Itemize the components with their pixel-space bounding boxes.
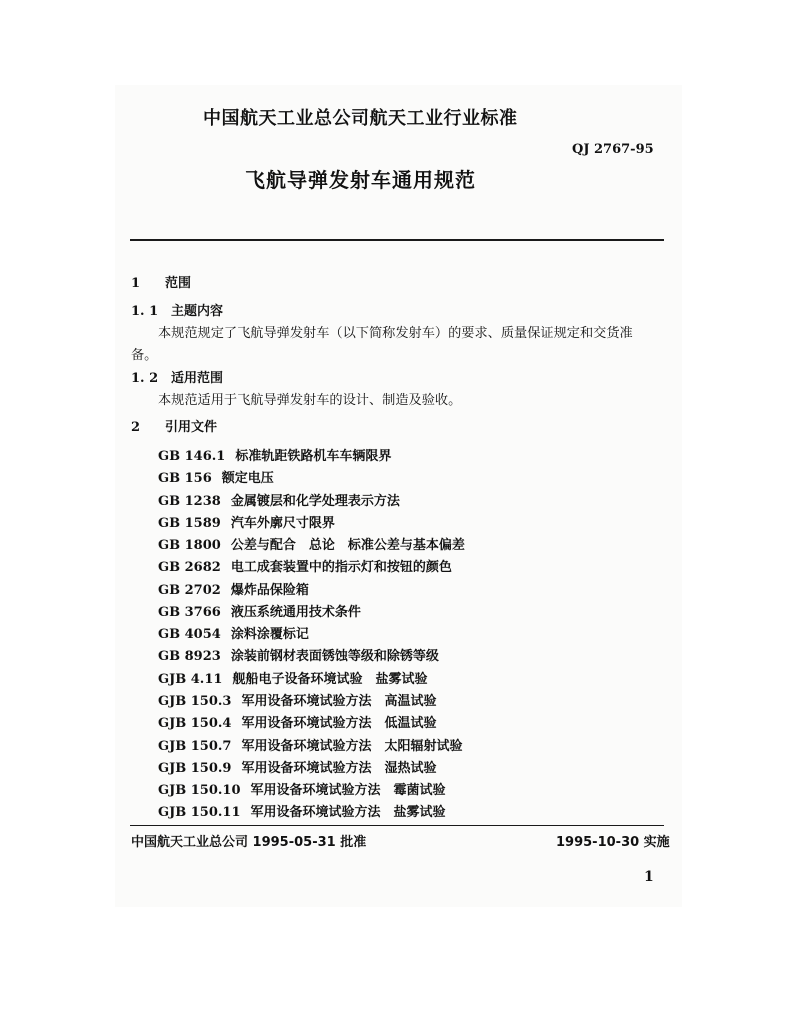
reference-code: GB 4054 <box>158 627 221 642</box>
reference-title: 军用设备环境试验方法 霉菌试验 <box>250 783 446 798</box>
reference-code: GB 3766 <box>158 605 221 620</box>
reference-code: GJB 150.3 <box>158 694 232 709</box>
reference-item <box>158 712 437 731</box>
reference-code: GB 8923 <box>158 649 221 664</box>
reference-title: 电工成套装置中的指示灯和按钮的颜色 <box>230 560 452 575</box>
reference-item <box>158 690 437 709</box>
section-1-1-heading <box>131 300 223 319</box>
reference-title: 金属镀层和化学处理表示方法 <box>230 494 400 509</box>
reference-code: GJB 150.10 <box>158 783 241 798</box>
reference-code: GJB 150.11 <box>158 805 241 820</box>
page-number: 1 <box>644 869 654 885</box>
section-title: 适用范围 <box>171 371 224 386</box>
reference-item <box>158 534 465 553</box>
reference-code: GB 2702 <box>158 583 221 598</box>
reference-title: 汽车外廓尺寸限界 <box>230 516 335 531</box>
reference-code: GB 1800 <box>158 538 221 553</box>
header-divider <box>130 239 664 241</box>
reference-item <box>158 445 391 464</box>
reference-title: 军用设备环境试验方法 盐雾试验 <box>250 805 446 820</box>
reference-title: 标准轨距铁路机车车辆限界 <box>235 449 392 464</box>
document-title: 飞航导弹发射车通用规范 <box>245 168 476 192</box>
section-number: 1. 2 <box>131 371 159 386</box>
reference-title: 舰船电子设备环境试验 盐雾试验 <box>232 672 428 687</box>
reference-code: GB 156 <box>158 471 212 486</box>
section-1-1-paragraph-line-2: 备。 <box>131 348 158 363</box>
section-number: 2 <box>131 420 141 435</box>
reference-code: GJB 150.4 <box>158 716 232 731</box>
reference-item <box>158 467 274 486</box>
footer-divider <box>130 825 664 826</box>
reference-title: 额定电压 <box>221 471 274 486</box>
reference-item <box>158 601 361 620</box>
reference-item <box>158 801 446 820</box>
reference-item <box>158 623 309 642</box>
section-title: 引用文件 <box>165 420 218 435</box>
reference-code: GB 1589 <box>158 516 221 531</box>
issuing-organization: 中国航天工业总公司航天工业行业标准 <box>203 108 518 129</box>
reference-item <box>158 779 446 798</box>
reference-title: 军用设备环境试验方法 低温试验 <box>241 716 437 731</box>
reference-code: GJB 150.9 <box>158 761 232 776</box>
reference-item <box>158 556 452 575</box>
reference-item <box>158 490 400 509</box>
section-1-1-paragraph-line-1: 本规范规定了飞航导弹发射车（以下简称发射车）的要求、质量保证规定和交货准 <box>158 326 633 341</box>
reference-code: GJB 150.7 <box>158 739 232 754</box>
reference-title: 液压系统通用技术条件 <box>230 605 361 620</box>
reference-code: GB 2682 <box>158 560 221 575</box>
section-1-2-paragraph: 本规范适用于飞航导弹发射车的设计、制造及验收。 <box>158 393 462 408</box>
section-1-2-heading <box>131 367 223 386</box>
standard-code: QJ 2767-95 <box>572 142 654 157</box>
reference-code: GB 146.1 <box>158 449 226 464</box>
reference-item <box>158 579 309 598</box>
reference-title: 军用设备环境试验方法 湿热试验 <box>241 761 437 776</box>
reference-code: GB 1238 <box>158 494 221 509</box>
reference-item <box>158 668 427 687</box>
section-1-heading <box>131 272 191 291</box>
section-title: 范围 <box>165 276 192 291</box>
approval-statement: 中国航天工业总公司 1995-05-31 批准 <box>131 835 367 850</box>
reference-title: 军用设备环境试验方法 高温试验 <box>241 694 437 709</box>
implementation-date: 1995-10-30 实施 <box>556 835 670 850</box>
section-title: 主题内容 <box>171 304 224 319</box>
reference-title: 公差与配合 总论 标准公差与基本偏差 <box>230 538 465 553</box>
reference-item <box>158 757 437 776</box>
reference-code: GJB 4.11 <box>158 672 223 687</box>
section-number: 1. 1 <box>131 304 159 319</box>
reference-item <box>158 735 463 754</box>
reference-title: 爆炸品保险箱 <box>230 583 309 598</box>
section-2-heading <box>131 416 217 435</box>
section-number: 1 <box>131 276 141 291</box>
reference-item <box>158 512 335 531</box>
reference-title: 军用设备环境试验方法 太阳辐射试验 <box>241 739 463 754</box>
reference-title: 涂装前钢材表面锈蚀等级和除锈等级 <box>230 649 439 664</box>
reference-item <box>158 645 439 664</box>
reference-title: 涂料涂覆标记 <box>230 627 309 642</box>
